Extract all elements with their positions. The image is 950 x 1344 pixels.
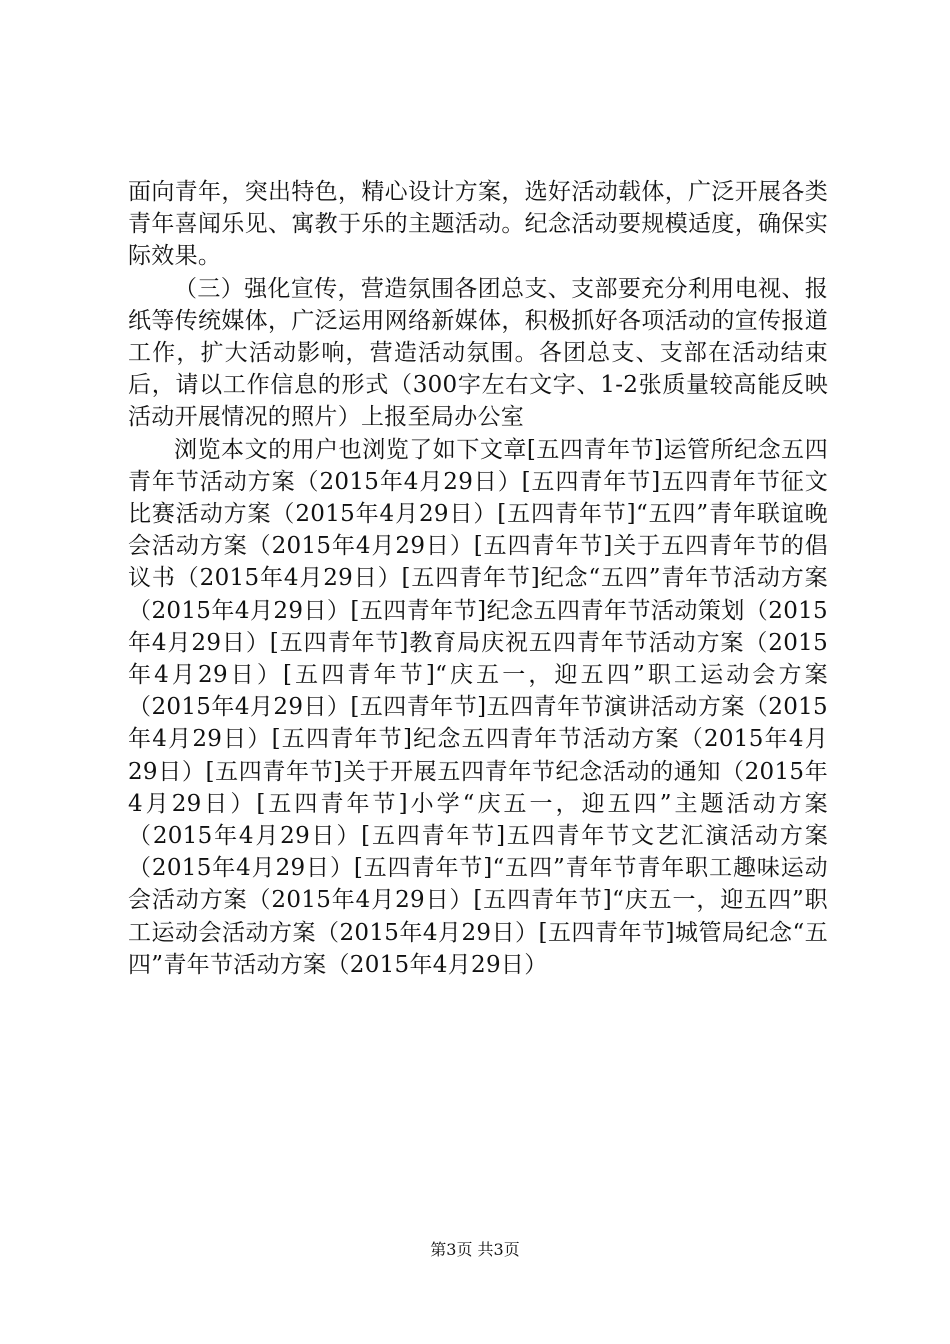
paragraph-publicity: （三）强化宣传，营造氛围各团总支、支部要充分利用电视、报纸等传统媒体，广泛运用网络新媒体，积极抓好各项活动的宣传报道工作，扩大活动影响，营造活动氛围。各团总支、支部在活动结束后，请以工作信息的形式（300字左右文字、1-2张质量较高能反映活动开展情况的照片）上报至局办公室 [128, 275, 828, 431]
paragraph-related-articles: 浏览本文的用户也浏览了如下文章[五四青年节]运管所纪念五四青年节活动方案（2015年4月29日）[五四青年节]五四青年节征文比赛活动方案（2015年4月29日）[五四青年节]“五四”青年联谊晚会活动方案（2015年4月29日）[五四青年节]关于五四青年节的倡议书（2015年4月29日）[五四青年节]纪念“五四”青年节活动方案（2015年4月29日）[五四青年节]纪念五四青年节活动策划（2015年4月29日）[五四青年节]教育局庆祝五四青年节活动方案（2015年4月29日）[五四青年节]“庆五一，迎五四”职工运动会方案（2015年4月29日）[五四青年节]五四青年节演讲活动方案（2015年4月29日）[五四青年节]纪念五四青年节活动方案（2015年4月29日）[五四青年节]关于开展五四青年节纪念活动的通知（2015年4月29日）[五四青年节]小学“庆五一，迎五四”主题活动方案（2015年4月29日）[五四青年节]五四青年节文艺汇演活动方案（2015年4月29日）[五四青年节]“五四”青年节青年职工趣味运动会活动方案（2015年4月29日）[五四青年节]“庆五一，迎五四”职工运动会活动方案（2015年4月29日）[五四青年节]城管局纪念“五四”青年节活动方案（2015年4月29日） [128, 436, 828, 978]
page-footer: 第3页 共3页 [430, 1240, 520, 1259]
paragraph-continuation: 面向青年，突出特色，精心设计方案，选好活动载体，广泛开展各类青年喜闻乐见、寓教于乐的主题活动。纪念活动要规模适度，确保实际效果。 [128, 179, 828, 270]
document-body [128, 176, 828, 981]
